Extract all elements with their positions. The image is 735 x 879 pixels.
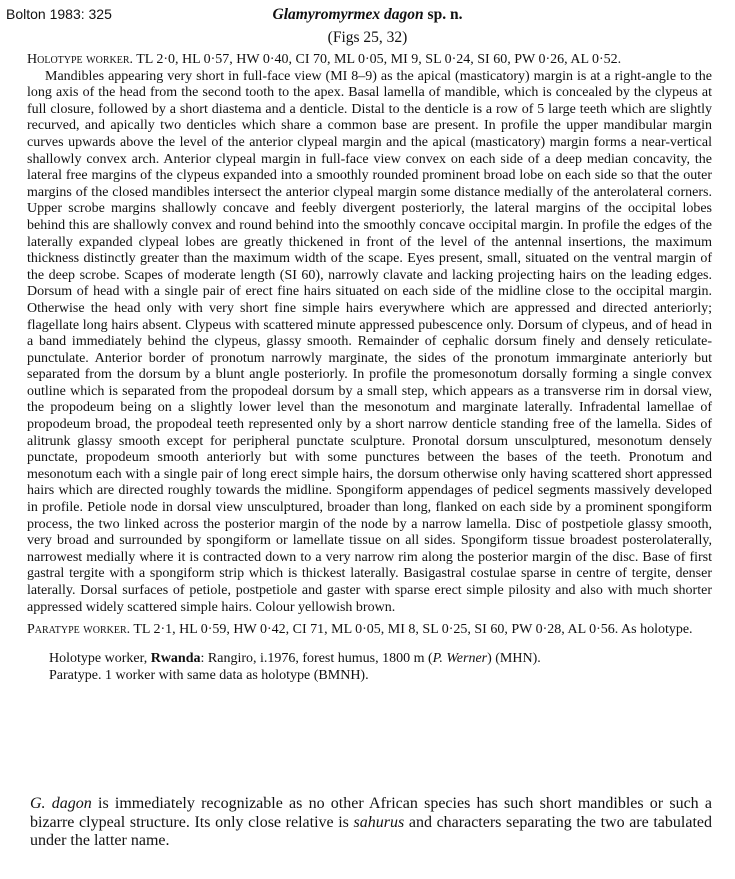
description-body — [27, 52, 712, 684]
paratype-material: Paratype. 1 worker with same data as holotype (BMNH). — [49, 667, 369, 683]
country-name: Rwanda — [150, 650, 201, 666]
paratype-measurements-paragraph — [27, 622, 712, 639]
holotype-label: Holotype worker. — [27, 52, 133, 67]
holotype-prefix: Holotype worker, — [49, 650, 148, 666]
closing-text-2: and characters separating the two are tabulated under the latter name. — [30, 813, 712, 849]
holotype-depository: ) (MHN). — [487, 650, 541, 666]
collector-name: P. Werner — [432, 650, 488, 666]
paratype-label: Paratype worker. — [27, 622, 131, 638]
paratype-measurements: TL 2·1, HL 0·59, HW 0·42, CI 71, ML 0·05, MI 8, SL 0·25, SI 60, PW 0·28, AL 0·56. As holotype. — [133, 622, 693, 638]
holotype-locality: : Rangiro, i.1976, forest humus, 1800 m ( — [200, 650, 433, 666]
citation: Bolton 1983: 325 — [6, 6, 112, 22]
description-paragraph: Mandibles appearing very short in full-face view (MI 8–9) as the apical (masticatory) margin is at a right-angle to the long axis of the head from the second tooth to the apex. Basal lamella of mandible, which is concealed by the clypeus at full closure, followed by a short diastema and a denticle. Distal to the denticle is a row of 5 large teeth which are slightly recurved, and apically two denticles which share a common base are present. In profile the upper mandibular margin curves upwards above the level of the anterior clypeal margin and the apical (masticatory) margin forms a near-vertical shallowly convex arch. Anterior clypeal margin in full-face view convex on each side of a deep median concavity, the lateral free margins of the clypeus expanded into a smoothly rounded prominent broad lobe on each side so that the outer margins of the closed mandibles intersect the anterior clypeal margin some distance medially of the anterolateral corners. Upper scrobe margins shallowly concave and feebly divergent posteriorly, the lateral margins of the occipital lobes behind this are shallowly convex and round behind into the smoothly concave occipital margin. In profile the edges of the laterally expanded clypeal lobes are greatly thickened in front of the level of the antennal insertions, the maximum thickness distinctly greater than the maximum width of the scape. Eyes present, small, situated on the ventral margin of the deep scrobe. Scapes of moderate length (SI 60), narrowly clavate and lacking projecting hairs on the leading edges. Dorsum of head with a single pair of erect fine hairs situated on each side of the midline close to the occipital margin. Otherwise the head only with very short fine simple hairs everywhere which are appressed and directed anteriorly; flagellate long hairs absent. Clypeus with scattered minute appressed pubescence only. Dorsum of clypeus, and of head in a band immediately behind the clypeus, glassy smooth. Remainder of cephalic dorsum finely and densely reticulate-punctulate. Anterior border of pronotum narrowly marginate, the sides of the pronotum immarginate anteriorly but separated from the dorsum by a blunt angle posteriorly. In profile the promesonotum dorsally forming a single convex outline which is separated from the propodeal dorsum by a small step, which appears as a transverse rim in dorsal view, the propodeum being on a slightly lower level than the mesonotum and marginate laterally. Infradental lamellae of propodeum broad, the propodeal teeth represented only by a short narrow denticle standing free of the lamella. Sides of alitrunk glassy smooth except for peripheral punctate sculpture. Pronotal dorsum unsculptured, mesonotum densely punctate, propodeum smooth anteriorly but with some punctures between the bases of the teeth. Pronotum and mesonotum each with a single pair of long erect simple hairs, the dorsum otherwise only having scattered short appressed hairs which are directed roughly towards the midline. Spongiform appendages of pedicel segments massively developed in profile. Petiole node in dorsal view unsculptured, broader than long, flanked on each side by a prominent spongiform process, the two linked across the posterior margin of the node by a narrow lamella. Disc of postpetiole glassy smooth, very broad and surrounded by spongiform or lamellate tissue on all sides. Spongiform tissue broadest posterolaterally, narrowest medially where it is contracted down to a very narrow rim along the posterior margin of the disc. Base of first gastral tergite with a spongiform strip which is thickest laterally. Basigastral costulae sparse in centre of tergite, denser laterally. Dorsal surfaces of petiole, postpetiole and gaster with sparse erect simple pilosity and also with much shorter appressed widely scattered simple hairs. Colour yellowish brown. — [27, 68, 712, 615]
closing-remarks — [30, 795, 712, 851]
holotype-measurements: TL 2·0, HL 0·57, HW 0·40, CI 70, ML 0·05, MI 9, SL 0·24, SI 60, PW 0·26, AL 0·52. — [136, 52, 622, 67]
material-examined — [49, 650, 712, 684]
relative-species-name: sahurus — [353, 813, 405, 831]
closing-species-name: G. dagon — [30, 795, 92, 812]
figure-reference: (Figs 25, 32) — [327, 29, 408, 46]
species-name: Glamyromyrmex dagon — [272, 6, 424, 23]
species-status: sp. n. — [427, 6, 463, 23]
holotype-measurements-paragraph — [27, 52, 712, 69]
species-title — [0, 6, 735, 24]
closing-text-1: is immediately recognizable as no other African species has such short mandibles or such a bizarre clypeal structure. Its only close relative is — [30, 795, 712, 831]
